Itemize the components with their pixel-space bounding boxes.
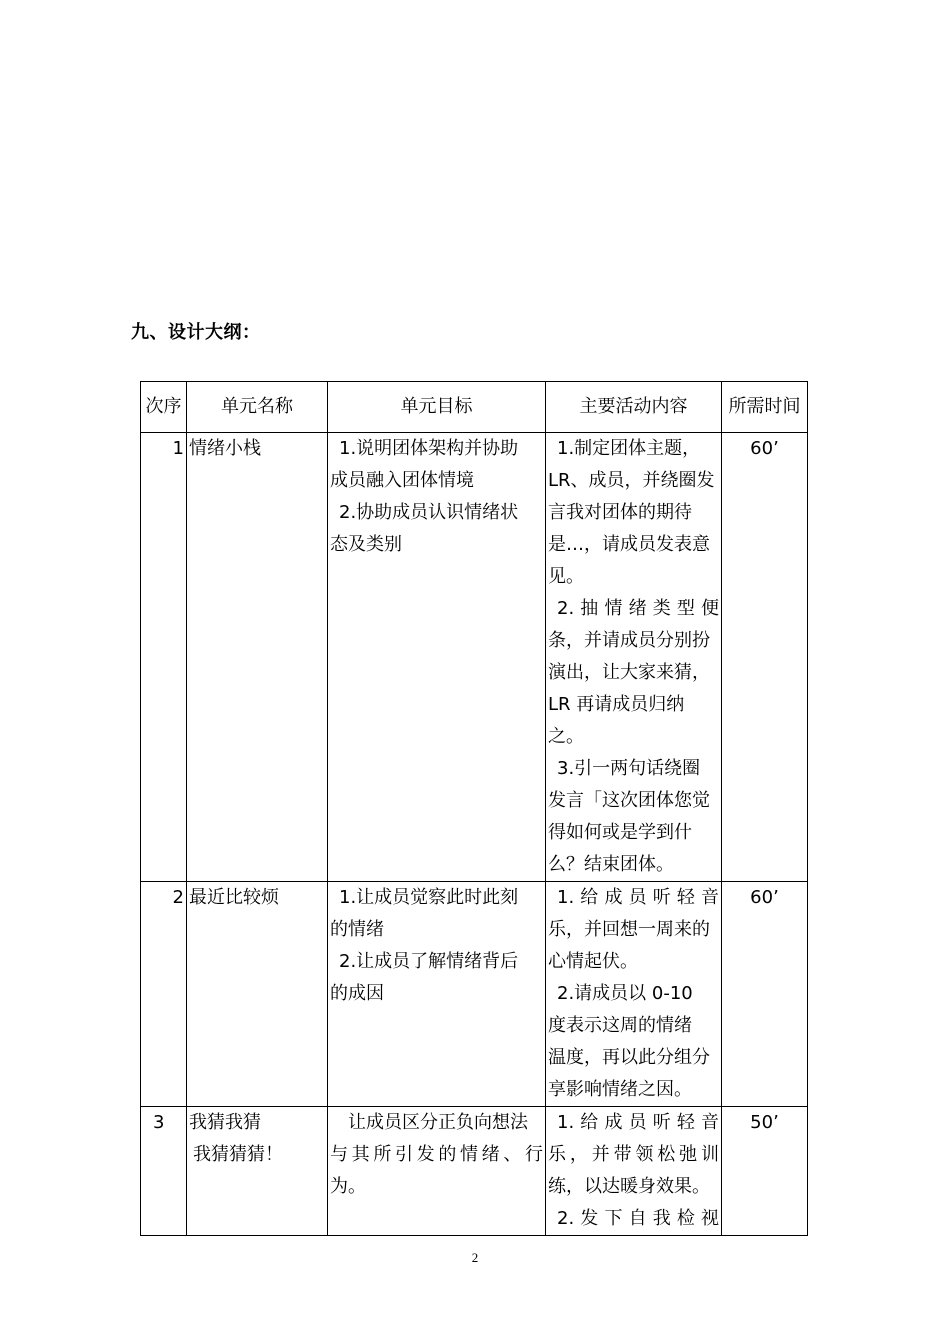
- goal-line: 2.协助成员认识情绪状: [339, 502, 519, 523]
- activity-line: 演出，让大家来猜，: [548, 662, 710, 683]
- goal-line: 的成因: [330, 983, 384, 1004]
- header-order: 次序: [141, 382, 187, 433]
- row-activity: [546, 882, 722, 1107]
- activity-line: 2.发下自我检视: [557, 1208, 719, 1229]
- section-title: 九、设计大纲：: [131, 322, 261, 343]
- row-unit-name: [187, 882, 328, 1107]
- activity-line: 发言「这次团体您觉: [548, 790, 710, 811]
- table-header-row: [141, 382, 808, 433]
- activity-line: 见。: [548, 566, 584, 587]
- activity-line: 练，以达暖身效果。: [548, 1176, 710, 1197]
- row-time: 50’: [722, 1107, 808, 1236]
- activity-line: 1.给成员听轻音: [557, 887, 719, 908]
- activity-line: 3.引一两句话绕圈: [557, 758, 701, 779]
- row-unit-goal: [328, 882, 546, 1107]
- name-line: 情绪小栈: [189, 438, 261, 459]
- activity-line: 得如何或是学到什: [548, 822, 692, 843]
- header-unit-name: 单元名称: [187, 382, 328, 433]
- goal-line: 成员融入团体情境: [330, 470, 474, 491]
- activity-line: 乐，并回想一周来的: [548, 919, 710, 940]
- goal-line: 让成员区分正负向想法: [348, 1112, 528, 1133]
- table-row: [141, 1107, 808, 1236]
- header-time-needed: 所需时间: [722, 382, 808, 433]
- activity-line: LR 再请成员归纳之。: [548, 694, 685, 747]
- row-time: 60’: [722, 433, 808, 882]
- row-unit-name: [187, 1107, 328, 1236]
- row-activity: [546, 1107, 722, 1236]
- row-unit-goal: [328, 1107, 546, 1236]
- row-order: 1: [141, 433, 187, 882]
- activity-line: 享影响情绪之因。: [548, 1079, 692, 1100]
- goal-line: 2.让成员了解情绪背后: [339, 951, 519, 972]
- activity-line: 度表示这周的情绪: [548, 1015, 692, 1036]
- activity-line: 温度，再以此分组分: [548, 1047, 710, 1068]
- header-main-activity: 主要活动内容: [546, 382, 722, 433]
- goal-line: 态及类别: [330, 534, 402, 555]
- header-unit-goal: 单元目标: [328, 382, 546, 433]
- activity-line: 条，并请成员分别扮: [548, 630, 710, 651]
- name-line: 最近比较烦: [189, 887, 279, 908]
- row-unit-name: [187, 433, 328, 882]
- design-outline-table: [140, 381, 808, 1236]
- name-line: 我猜猜猜！: [193, 1144, 283, 1165]
- goal-line: 1.让成员觉察此时此刻: [339, 887, 519, 908]
- name-line: 我猜我猜: [189, 1112, 261, 1133]
- activity-line: LR、成员，并绕圈发: [548, 470, 715, 491]
- row-order: 3: [141, 1107, 187, 1236]
- row-order: 2: [141, 882, 187, 1107]
- goal-line: 的情绪: [330, 919, 384, 940]
- activity-line: 乐，并带领松弛训: [548, 1144, 719, 1165]
- activity-line: 1.给成员听轻音: [557, 1112, 719, 1133]
- activity-line: 么？结束团体。: [548, 854, 674, 875]
- table-row: [141, 433, 808, 882]
- activity-line: 是…，请成员发表意: [548, 534, 710, 555]
- goal-line: 为。: [330, 1176, 366, 1197]
- table-row: [141, 882, 808, 1107]
- page-number: 2: [471, 1250, 479, 1265]
- activity-line: 言我对团体的期待: [548, 502, 692, 523]
- row-unit-goal: [328, 433, 546, 882]
- row-activity: [546, 433, 722, 882]
- activity-line: 1.制定团体主题，: [557, 438, 701, 459]
- activity-line: 2.抽情绪类型便: [557, 598, 719, 619]
- row-time: 60’: [722, 882, 808, 1107]
- activity-line: 2.请成员以 0-10: [557, 983, 693, 1004]
- activity-line: 心情起伏。: [548, 951, 638, 972]
- goal-line: 1.说明团体架构并协助: [339, 438, 519, 459]
- goal-line: 与其所引发的情绪、行: [330, 1144, 543, 1165]
